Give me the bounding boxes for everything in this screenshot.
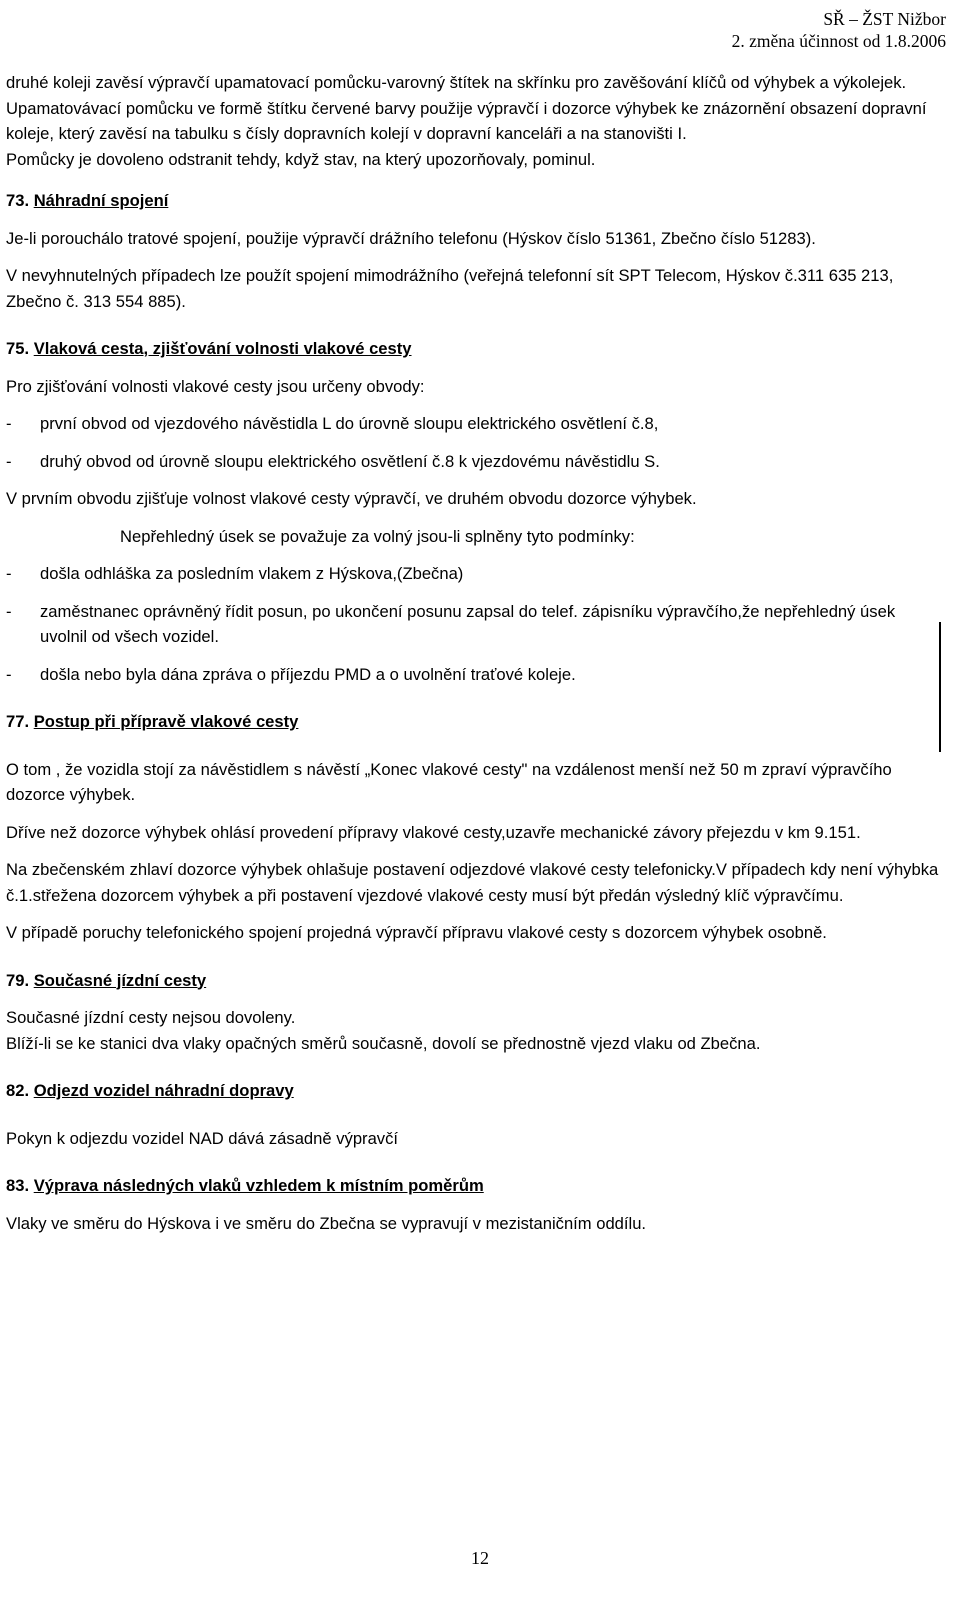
intro-paragraph-3: Pomůcky je dovoleno odstranit tehdy, když stav, na který upozorňovaly, pominul. xyxy=(6,149,596,169)
header-station: SŘ – ŽST Nižbor xyxy=(823,9,946,29)
list-dash: - xyxy=(6,601,12,621)
page-number: 12 xyxy=(471,1548,489,1568)
intro-paragraph-1: druhé koleji zavěsí výpravčí upamatovací pomůcku-varovný štítek na skřínku pro zavěšování klíčů od výhybek a výkolejek. xyxy=(6,73,907,92)
section-75-heading xyxy=(6,336,941,362)
section-75-number: 75. xyxy=(6,339,30,358)
header-amendment: 2. změna účinnost od 1.8.2006 xyxy=(731,31,946,51)
section-82-number: 82. xyxy=(6,1081,30,1100)
list-dash: - xyxy=(6,414,12,433)
section-79-title: Současné jízdní cesty xyxy=(33,970,207,990)
section-75-paragraph-1: V prvním obvodu zjišťuje volnost vlakové cesty výpravčí, ve druhém obvodu dozorce výhybek. xyxy=(6,489,697,508)
list-item xyxy=(6,411,941,437)
list-item xyxy=(6,662,941,688)
list-item-text: došla odhláška za posledním vlakem z Hýskova,(Zbečna) xyxy=(40,564,464,583)
intro-paragraph-2: Upamatovávací pomůcku ve formě štítku červené barvy použije výpravčí i dozorce výhybek ke znázornění obsazení dopravní koleje, který zavěsí na tabulku s čísly dopravních kolejí v dopravní kanceláři a na stanovišti I. xyxy=(6,98,927,143)
section-83-heading xyxy=(6,1173,941,1199)
section-77-heading xyxy=(6,709,941,735)
section-82-paragraph-1: Pokyn k odjezdu vozidel NAD dává zásadně výpravčí xyxy=(6,1128,399,1148)
list-item-text: došla nebo byla dána zpráva o příjezdu PMD a o uvolnění traťové koleje. xyxy=(40,664,576,684)
page-header xyxy=(732,8,946,52)
section-77-paragraph-2: Dříve než dozorce výhybek ohlásí provedení přípravy vlakové cesty,uzavře mechanické závory přejezdu v km 9.151. xyxy=(6,822,861,842)
section-83-number: 83. xyxy=(6,1176,30,1195)
section-77-number: 77. xyxy=(6,712,30,731)
section-73-number: 73. xyxy=(6,191,30,210)
section-73-paragraph-1: Je-li porouchálo tratové spojení, použije výpravčí drážního telefonu (Hýskov číslo 51361, Zbečno číslo 51283). xyxy=(6,228,816,248)
section-75-intro: Pro zjišťování volnosti vlakové cesty jsou určeny obvody: xyxy=(6,376,425,396)
list-dash: - xyxy=(6,451,12,471)
section-77-paragraph-1: O tom , že vozidla stojí za návěstidlem s návěstí „Konec vlakové cesty" na vzdálenost menší než 50 m zpraví výpravčího dozorce výhybek. xyxy=(6,759,892,804)
section-75-title: Vlaková cesta, zjišťování volnosti vlakové cesty xyxy=(33,339,412,358)
section-75-paragraph-2: Nepřehledný úsek se považuje za volný jsou-li splněny tyto podmínky: xyxy=(120,526,635,546)
section-82-heading xyxy=(6,1078,941,1104)
section-77-paragraph-3: Na zbečenském zhlaví dozorce výhybek ohlašuje postavení odjezdové vlakové cesty telefonicky.V případech kdy není výhybka č.1.střežena dozorcem výhybek a při postavení vjezdové vlakové cesty musí být předán výsledný klíč výpravčímu. xyxy=(6,860,939,905)
list-dash: - xyxy=(6,664,12,684)
section-73-title: Náhradní spojení xyxy=(33,191,169,210)
section-79-paragraph-1: Současné jízdní cesty nejsou dovoleny. xyxy=(6,1008,296,1027)
list-item xyxy=(6,449,941,475)
document-body xyxy=(6,70,941,1236)
section-79-heading xyxy=(6,968,941,994)
section-83-paragraph-1: Vlaky ve směru do Hýskova i ve směru do Zbečna se vypravují v mezistaničním oddílu. xyxy=(6,1213,647,1233)
list-item xyxy=(6,599,941,650)
section-73-heading xyxy=(6,188,941,214)
list-item-text: druhý obvod od úrovně sloupu elektrického osvětlení č.8 k vjezdovému návěstidlu S. xyxy=(40,451,660,471)
section-79-paragraph-2: Blíží-li se ke stanici dva vlaky opačných směrů současně, dovolí se přednostně vjezd vlaku od Zbečna. xyxy=(6,1033,761,1053)
list-item-text: první obvod od vjezdového návěstidla L do úrovně sloupu elektrického osvětlení č.8, xyxy=(40,414,659,433)
section-73-paragraph-2: V nevyhnutelných případech lze použít spojení mimodrážního (veřejná telefonní sít SPT Telecom, Hýskov č.311 635 213, Zbečno č. 313 554 885). xyxy=(6,266,894,311)
list-dash: - xyxy=(6,564,12,583)
section-77-paragraph-4: V případě poruchy telefonického spojení projedná výpravčí přípravu vlakové cesty s dozorcem výhybek osobně. xyxy=(6,923,827,942)
section-79-number: 79. xyxy=(6,970,30,990)
section-83-title: Výprava následných vlaků vzhledem k místním poměrům xyxy=(33,1176,484,1195)
section-77-title: Postup při přípravě vlakové cesty xyxy=(33,712,299,731)
list-item xyxy=(6,561,941,587)
list-item-text: zaměstnanec oprávněný řídit posun, po ukončení posunu zapsal do telef. zápisníku výpravčího,že nepřehledný úsek uvolnil od všech vozidel. xyxy=(40,601,896,646)
section-82-title: Odjezd vozidel náhradní dopravy xyxy=(33,1081,294,1100)
